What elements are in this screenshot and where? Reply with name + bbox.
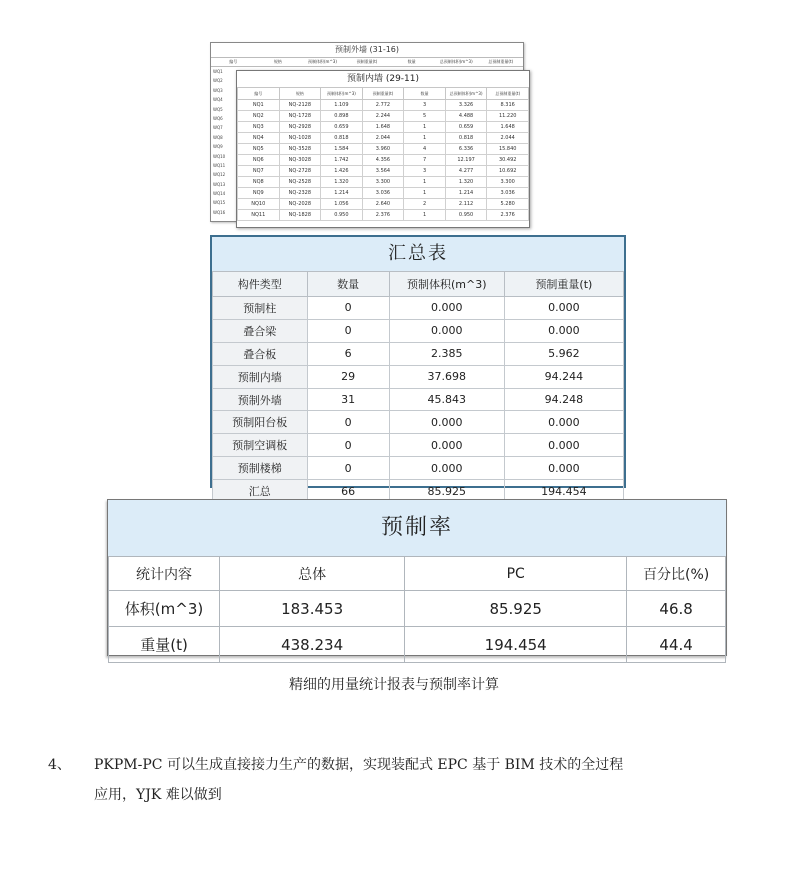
prefab-rate-cell: 重量(t) <box>109 627 220 663</box>
interior-wall-table <box>237 87 529 221</box>
paragraph-line-1 <box>48 752 768 778</box>
exterior-wall-row-id: WQ6 <box>213 115 223 121</box>
summary-body <box>213 297 624 503</box>
exterior-wall-header-cell: 总预制重量(t) <box>488 59 514 64</box>
interior-wall-header-cell: 总预制重量(t) <box>487 88 529 100</box>
interior-wall-row <box>238 155 529 166</box>
interior-wall-row <box>238 210 529 221</box>
interior-wall-cell: 3.326 <box>445 100 487 111</box>
summary-row <box>213 319 624 342</box>
interior-wall-row <box>238 111 529 122</box>
interior-wall-cell: NQ8 <box>238 177 280 188</box>
interior-wall-cell: NQ-2528 <box>279 177 321 188</box>
exterior-wall-row-id: WQ9 <box>213 144 223 150</box>
interior-wall-header-cell: 预制重量(t) <box>362 88 404 100</box>
paragraph-text-2: 应用，YJK 难以做到 <box>94 787 222 803</box>
summary-cell: 31 <box>307 388 389 411</box>
summary-cell: 6 <box>307 342 389 365</box>
prefab-rate-row <box>109 591 726 627</box>
summary-cell: 0 <box>307 297 389 320</box>
interior-wall-cell: 4.277 <box>445 166 487 177</box>
interior-wall-row <box>238 166 529 177</box>
summary-cell: 94.244 <box>504 365 623 388</box>
summary-cell: 5.962 <box>504 342 623 365</box>
exterior-wall-row-id: WQ2 <box>213 78 223 84</box>
exterior-wall-row-id: WQ13 <box>213 181 226 187</box>
exterior-wall-row-id: WQ5 <box>213 106 223 112</box>
interior-wall-cell: 3.300 <box>362 177 404 188</box>
summary-title: 汇总表 <box>212 237 624 271</box>
interior-wall-cell: 1 <box>404 210 446 221</box>
exterior-wall-row-id: WQ8 <box>213 134 223 140</box>
summary-cell: 0.000 <box>504 297 623 320</box>
summary-header-cell: 预制体积(m^3) <box>389 272 504 297</box>
summary-cell: 叠合板 <box>213 342 308 365</box>
exterior-wall-row-id: WQ12 <box>213 172 226 178</box>
exterior-wall-row-id: WQ7 <box>213 125 223 131</box>
summary-cell: 0.000 <box>389 319 504 342</box>
interior-wall-cell: 0.898 <box>321 111 363 122</box>
interior-wall-cell: 1.648 <box>487 122 529 133</box>
interior-wall-header-row <box>238 88 529 100</box>
interior-wall-header-cell: 编号 <box>238 88 280 100</box>
interior-wall-row <box>238 199 529 210</box>
summary-row <box>213 297 624 320</box>
interior-wall-cell: 4 <box>404 144 446 155</box>
summary-cell: 45.843 <box>389 388 504 411</box>
interior-wall-cell: 1.214 <box>321 188 363 199</box>
interior-wall-sheet <box>236 70 530 228</box>
exterior-wall-row-id: WQ10 <box>213 153 226 159</box>
interior-wall-header-cell: 预制体积(m^3) <box>321 88 363 100</box>
summary-header-cell: 预制重量(t) <box>504 272 623 297</box>
interior-wall-cell: 5.280 <box>487 199 529 210</box>
summary-cell: 37.698 <box>389 365 504 388</box>
summary-cell: 85.925 <box>389 480 504 503</box>
summary-cell: 194.454 <box>504 480 623 503</box>
interior-wall-cell: NQ10 <box>238 199 280 210</box>
interior-wall-row <box>238 133 529 144</box>
interior-wall-row <box>238 177 529 188</box>
prefab-rate-title: 预制率 <box>108 500 726 556</box>
interior-wall-cell: 2.376 <box>487 210 529 221</box>
exterior-wall-row-id: WQ15 <box>213 200 226 206</box>
interior-wall-cell: 0.950 <box>321 210 363 221</box>
summary-cell: 0.000 <box>389 411 504 434</box>
interior-wall-cell: 3 <box>404 166 446 177</box>
interior-wall-cell: NQ4 <box>238 133 280 144</box>
interior-wall-row <box>238 144 529 155</box>
interior-wall-cell: 1 <box>404 177 446 188</box>
interior-wall-cell: NQ-3028 <box>279 155 321 166</box>
interior-wall-cell: NQ3 <box>238 122 280 133</box>
prefab-rate-row <box>109 627 726 663</box>
exterior-wall-header <box>211 57 523 67</box>
exterior-wall-row-id: WQ3 <box>213 87 223 93</box>
interior-wall-cell: NQ1 <box>238 100 280 111</box>
interior-wall-cell: NQ2 <box>238 111 280 122</box>
interior-wall-cell: 0.659 <box>445 122 487 133</box>
summary-cell: 0 <box>307 457 389 480</box>
interior-wall-cell: 5 <box>404 111 446 122</box>
interior-wall-row <box>238 100 529 111</box>
exterior-wall-row-id: WQ1 <box>213 69 223 74</box>
exterior-wall-row-ids <box>211 67 235 217</box>
summary-cell: 预制柱 <box>213 297 308 320</box>
prefab-rate-cell: 44.4 <box>627 627 726 663</box>
interior-wall-cell: 3.036 <box>362 188 404 199</box>
interior-wall-cell: 2.640 <box>362 199 404 210</box>
summary-row <box>213 388 624 411</box>
paragraph-text-1: PKPM-PC 可以生成直接接力生产的数据，实现装配式 EPC 基于 BIM 技术的全过程 <box>94 757 624 773</box>
interior-wall-cell: 3.300 <box>487 177 529 188</box>
interior-wall-cell: NQ-2928 <box>279 122 321 133</box>
paragraph-item-4 <box>48 752 768 808</box>
summary-cell: 预制阳台板 <box>213 411 308 434</box>
interior-wall-title: 预制内墙 (29-11) <box>346 74 420 84</box>
interior-wall-cell: 1.214 <box>445 188 487 199</box>
interior-wall-cell: 3.960 <box>362 144 404 155</box>
summary-cell: 0.000 <box>389 434 504 457</box>
exterior-wall-row-id: WQ4 <box>213 97 223 103</box>
interior-wall-cell: NQ-2128 <box>279 100 321 111</box>
interior-wall-cell: 15.840 <box>487 144 529 155</box>
summary-cell: 0.000 <box>504 411 623 434</box>
interior-wall-cell: 1.109 <box>321 100 363 111</box>
prefab-rate-table <box>108 556 726 663</box>
prefab-rate-cell: 85.925 <box>405 591 627 627</box>
summary-header-cell: 数量 <box>307 272 389 297</box>
interior-wall-cell: 0.818 <box>445 133 487 144</box>
interior-wall-cell: 11.220 <box>487 111 529 122</box>
interior-wall-cell: 7 <box>404 155 446 166</box>
prefab-rate-header-cell: 百分比(%) <box>627 557 726 591</box>
interior-wall-cell: NQ-3528 <box>279 144 321 155</box>
summary-cell: 66 <box>307 480 389 503</box>
summary-cell: 0.000 <box>504 434 623 457</box>
exterior-wall-row-id: WQ11 <box>213 162 226 168</box>
prefab-rate-cell: 体积(m^3) <box>109 591 220 627</box>
prefab-rate-panel <box>107 499 727 656</box>
summary-cell: 29 <box>307 365 389 388</box>
interior-wall-cell: NQ5 <box>238 144 280 155</box>
summary-cell: 0.000 <box>389 457 504 480</box>
summary-cell: 0 <box>307 319 389 342</box>
interior-wall-cell: NQ-1728 <box>279 111 321 122</box>
interior-wall-cell: 0.950 <box>445 210 487 221</box>
interior-wall-cell: NQ11 <box>238 210 280 221</box>
summary-row <box>213 457 624 480</box>
summary-cell: 预制空调板 <box>213 434 308 457</box>
interior-wall-cell: 2.112 <box>445 199 487 210</box>
summary-cell: 预制内墙 <box>213 365 308 388</box>
summary-cell: 94.248 <box>504 388 623 411</box>
summary-cell: 0.000 <box>504 319 623 342</box>
prefab-rate-cell: 194.454 <box>405 627 627 663</box>
interior-wall-cell: NQ-2328 <box>279 188 321 199</box>
prefab-rate-cell: 46.8 <box>627 591 726 627</box>
exterior-wall-header-cell: 数量 <box>407 59 416 64</box>
exterior-wall-row-id: WQ14 <box>213 191 226 197</box>
interior-wall-cell: NQ6 <box>238 155 280 166</box>
prefab-rate-body <box>109 591 726 663</box>
figure-caption: 精细的用量统计报表与预制率计算 <box>289 677 499 693</box>
summary-header-row <box>213 272 624 297</box>
interior-wall-cell: NQ-1828 <box>279 210 321 221</box>
interior-wall-cell: 2 <box>404 199 446 210</box>
exterior-wall-header-cell: 编号 <box>229 59 238 64</box>
interior-wall-cell: 1 <box>404 122 446 133</box>
interior-wall-cell: NQ-2028 <box>279 199 321 210</box>
interior-wall-cell: 12.197 <box>445 155 487 166</box>
interior-wall-header-cell: 数量 <box>404 88 446 100</box>
interior-wall-row <box>238 188 529 199</box>
interior-wall-cell: 2.376 <box>362 210 404 221</box>
interior-wall-cell: 30.492 <box>487 155 529 166</box>
prefab-rate-header-cell: 总体 <box>220 557 405 591</box>
interior-wall-cell: 8.316 <box>487 100 529 111</box>
exterior-wall-header-cell: 预制重量(t) <box>356 59 378 64</box>
interior-wall-cell: 0.818 <box>321 133 363 144</box>
interior-wall-cell: 0.659 <box>321 122 363 133</box>
summary-cell: 2.385 <box>389 342 504 365</box>
interior-wall-cell: NQ9 <box>238 188 280 199</box>
interior-wall-cell: 1.320 <box>321 177 363 188</box>
interior-wall-cell: 1.648 <box>362 122 404 133</box>
prefab-rate-cell: 438.234 <box>220 627 405 663</box>
interior-wall-cell: 2.772 <box>362 100 404 111</box>
interior-wall-body <box>238 100 529 221</box>
summary-cell: 叠合梁 <box>213 319 308 342</box>
summary-table-panel <box>210 235 626 499</box>
interior-wall-cell: 1.742 <box>321 155 363 166</box>
interior-wall-cell: 6.336 <box>445 144 487 155</box>
exterior-wall-header-cell: 预制体积(m^3) <box>307 59 337 64</box>
interior-wall-cell: 1.056 <box>321 199 363 210</box>
summary-row <box>213 342 624 365</box>
prefab-rate-header-row <box>109 557 726 591</box>
prefab-rate-header-cell: 统计内容 <box>109 557 220 591</box>
exterior-wall-header-cell: 总预制体积(m^3) <box>439 59 473 64</box>
interior-wall-cell: 3.036 <box>487 188 529 199</box>
summary-cell: 预制外墙 <box>213 388 308 411</box>
interior-wall-cell: 1.320 <box>445 177 487 188</box>
exterior-wall-header-cell: 规格 <box>273 59 282 64</box>
interior-wall-cell: 2.044 <box>487 133 529 144</box>
interior-wall-cell: 1.426 <box>321 166 363 177</box>
interior-wall-cell: NQ-1028 <box>279 133 321 144</box>
summary-row <box>213 411 624 434</box>
exterior-wall-title: 预制外墙 (31-16) <box>334 45 400 54</box>
summary-table <box>212 271 624 503</box>
summary-cell: 0.000 <box>504 457 623 480</box>
summary-row <box>213 434 624 457</box>
interior-wall-cell: NQ7 <box>238 166 280 177</box>
interior-wall-header-cell: 总预制体积(m^3) <box>445 88 487 100</box>
prefab-rate-cell: 183.453 <box>220 591 405 627</box>
interior-wall-cell: 4.488 <box>445 111 487 122</box>
interior-wall-cell: 3.564 <box>362 166 404 177</box>
interior-wall-header-cell: 规格 <box>279 88 321 100</box>
summary-cell: 0 <box>307 434 389 457</box>
interior-wall-cell: 1 <box>404 188 446 199</box>
interior-wall-cell: 4.356 <box>362 155 404 166</box>
exterior-wall-row-id: WQ16 <box>213 209 226 215</box>
interior-wall-cell: NQ-2728 <box>279 166 321 177</box>
paragraph-number: 4、 <box>48 757 71 773</box>
summary-header-cell: 构件类型 <box>213 272 308 297</box>
interior-wall-cell: 1.584 <box>321 144 363 155</box>
summary-cell: 0.000 <box>389 297 504 320</box>
interior-wall-cell: 2.244 <box>362 111 404 122</box>
summary-cell: 0 <box>307 411 389 434</box>
interior-wall-cell: 2.044 <box>362 133 404 144</box>
interior-wall-cell: 1 <box>404 133 446 144</box>
prefab-rate-header-cell: PC <box>405 557 627 591</box>
interior-wall-row <box>238 122 529 133</box>
interior-wall-cell: 3 <box>404 100 446 111</box>
interior-wall-cell: 10.692 <box>487 166 529 177</box>
summary-cell: 预制楼梯 <box>213 457 308 480</box>
summary-cell: 汇总 <box>213 480 308 503</box>
summary-row <box>213 365 624 388</box>
